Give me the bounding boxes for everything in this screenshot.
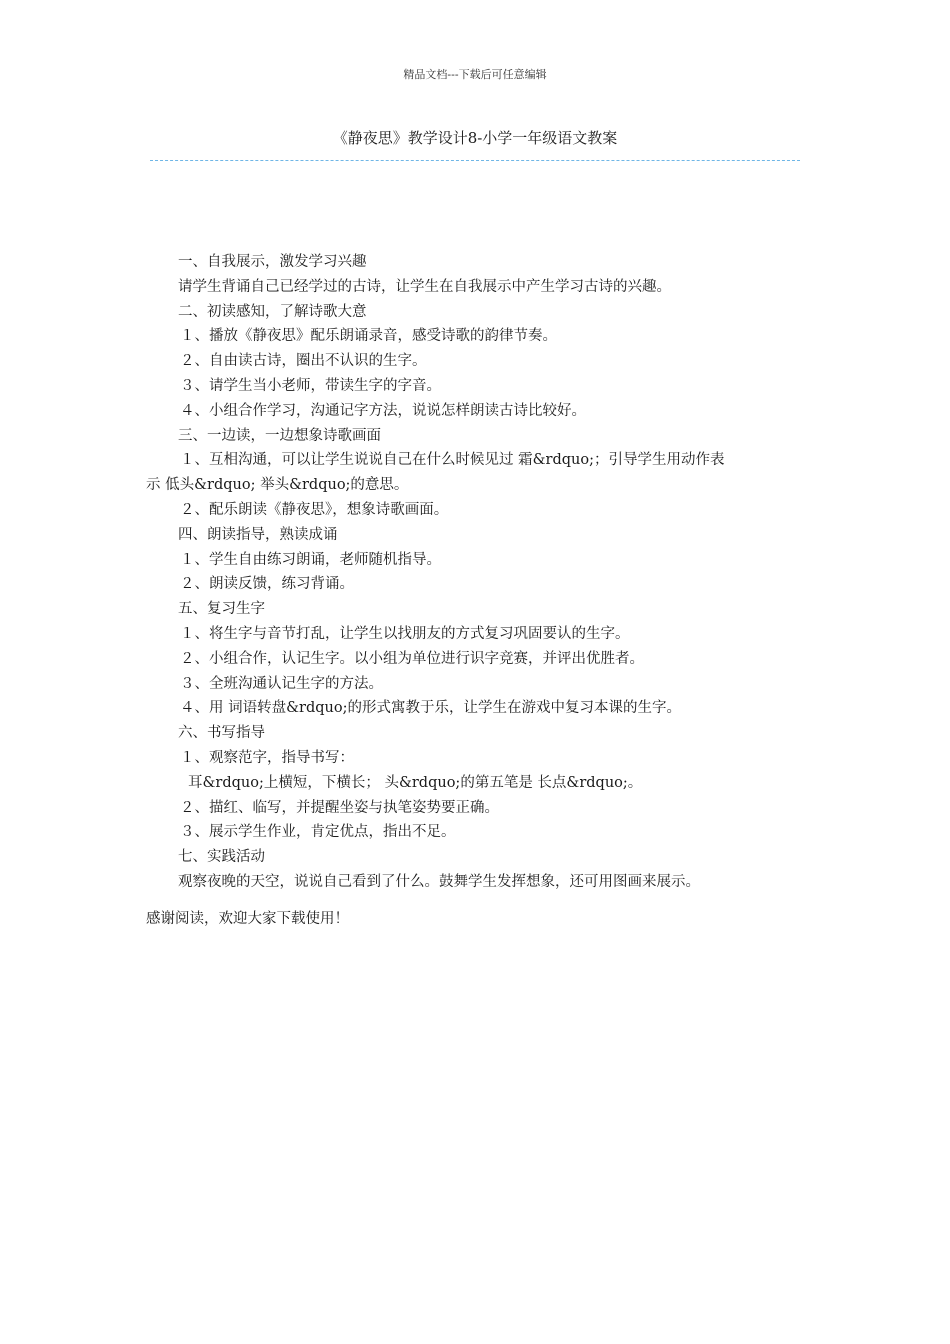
body-line: 观察夜晚的天空，说说自己看到了什么。鼓舞学生发挥想象，还可用图画来展示。 [178, 873, 700, 890]
body-line: 四、朗读指导，熟读成诵 [178, 526, 338, 543]
body-line: 示 低头&rdquo; 举头&rdquo;的意思。 [146, 477, 409, 494]
body-line: ４、小组合作学习，沟通记字方法，说说怎样朗读古诗比较好。 [180, 402, 586, 419]
body-line: １、学生自由练习朗诵，老师随机指导。 [180, 551, 441, 568]
body-line: ２、自由读古诗，圈出不认识的生字。 [180, 353, 427, 370]
body-line: 请学生背诵自己已经学过的古诗，让学生在自我展示中产生学习古诗的兴趣。 [178, 278, 671, 295]
body-line: ２、小组合作，认记生字。以小组为单位进行识字竞赛，并评出优胜者。 [180, 650, 644, 667]
body-line: ２、朗读反馈，练习背诵。 [180, 576, 354, 593]
title-divider [150, 160, 800, 161]
body-line: １、将生字与音节打乱，让学生以找朋友的方式复习巩固要认的生字。 [180, 625, 630, 642]
document-title: 《静夜思》教学设计8-小学一年级语文教案 [332, 129, 618, 147]
body-line: ４、用 词语转盘&rdquo;的形式寓教于乐，让学生在游戏中复习本课的生字。 [180, 700, 681, 717]
body-line: 一、自我展示，激发学习兴趣 [178, 254, 367, 270]
body-line: ２、描红、临写，并提醒坐姿与执笔姿势要正确。 [180, 799, 499, 816]
header-note: 精品文档---下载后可任意编辑 [403, 68, 547, 81]
closing-line: 感谢阅读，欢迎大家下载使用！ [146, 910, 349, 927]
body-line: １、观察范字，指导书写： [180, 749, 354, 766]
body-line: ３、展示学生作业，肯定优点，指出不足。 [180, 824, 456, 841]
body-line: １、播放《静夜思》配乐朗诵录音，感受诗歌的韵律节奏。 [180, 328, 557, 345]
body-line: 三、一边读，一边想象诗歌画面 [178, 427, 381, 444]
body-line: 六、书写指导 [178, 725, 265, 742]
body-line: １、互相沟通，可以让学生说说自己在什么时候见过 霜&rdquo;；引导学生用动作表 [180, 452, 725, 469]
body-line: ２、配乐朗读《静夜思》，想象诗歌画面。 [180, 501, 449, 518]
document-body [146, 250, 806, 932]
body-line: 七、实践活动 [178, 849, 265, 866]
body-line: ３、全班沟通认记生字的方法。 [180, 675, 383, 692]
body-line: 耳&rdquo;上横短，下横长； 头&rdquo;的第五笔是 长点&rdquo;。 [188, 774, 643, 791]
body-line: ３、请学生当小老师，带读生字的字音。 [180, 377, 441, 394]
body-line: 二、初读感知，了解诗歌大意 [178, 303, 367, 320]
body-line: 五、复习生字 [178, 601, 265, 618]
